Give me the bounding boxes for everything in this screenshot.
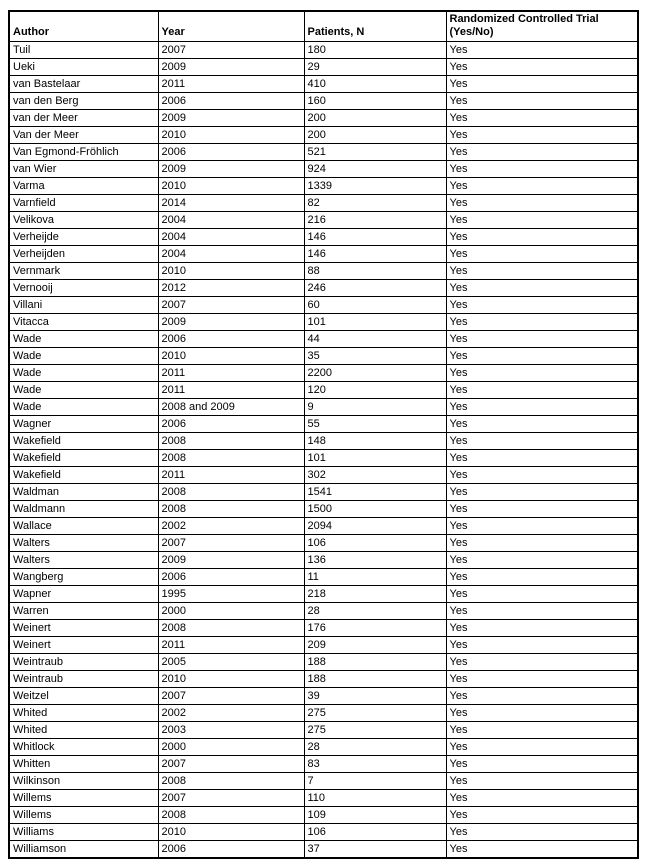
table-cell-year: 2000	[158, 739, 304, 756]
table-cell-rct: Yes	[446, 76, 638, 93]
table-row	[9, 110, 638, 127]
table-row	[9, 807, 638, 824]
table-cell-rct: Yes	[446, 603, 638, 620]
table-cell-rct: Yes	[446, 416, 638, 433]
table-cell-patients_n: 160	[304, 93, 446, 110]
table-row	[9, 620, 638, 637]
table-row	[9, 722, 638, 739]
table-row	[9, 297, 638, 314]
table-cell-patients_n: 246	[304, 280, 446, 297]
table-cell-year: 2014	[158, 195, 304, 212]
table-cell-year: 2010	[158, 671, 304, 688]
table-cell-patients_n: 1541	[304, 484, 446, 501]
table-cell-patients_n: 521	[304, 144, 446, 161]
table-cell-year: 2006	[158, 841, 304, 859]
table-cell-rct: Yes	[446, 93, 638, 110]
table-cell-patients_n: 9	[304, 399, 446, 416]
table-cell-year: 2006	[158, 416, 304, 433]
table-cell-year: 2010	[158, 824, 304, 841]
table-row	[9, 603, 638, 620]
table-body	[9, 42, 638, 859]
table-cell-year: 2007	[158, 756, 304, 773]
table-cell-author: Villani	[9, 297, 158, 314]
table-cell-rct: Yes	[446, 569, 638, 586]
table-cell-rct: Yes	[446, 671, 638, 688]
table-cell-patients_n: 136	[304, 552, 446, 569]
table-cell-year: 2009	[158, 59, 304, 76]
table-row	[9, 161, 638, 178]
table-cell-author: Ueki	[9, 59, 158, 76]
table-cell-rct: Yes	[446, 518, 638, 535]
table-cell-rct: Yes	[446, 484, 638, 501]
table-cell-author: van Wier	[9, 161, 158, 178]
table-cell-rct: Yes	[446, 382, 638, 399]
table-cell-year: 2012	[158, 280, 304, 297]
table-cell-patients_n: 109	[304, 807, 446, 824]
table-cell-author: Wilkinson	[9, 773, 158, 790]
table-cell-rct: Yes	[446, 195, 638, 212]
table-row	[9, 433, 638, 450]
table-cell-rct: Yes	[446, 637, 638, 654]
table-cell-year: 2010	[158, 263, 304, 280]
table-cell-rct: Yes	[446, 144, 638, 161]
table-cell-patients_n: 60	[304, 297, 446, 314]
table-cell-rct: Yes	[446, 739, 638, 756]
table-cell-year: 2008	[158, 501, 304, 518]
table-cell-author: Van der Meer	[9, 127, 158, 144]
table-cell-patients_n: 106	[304, 824, 446, 841]
table-cell-year: 2008	[158, 433, 304, 450]
table-cell-author: Willems	[9, 790, 158, 807]
table-cell-author: van Bastelaar	[9, 76, 158, 93]
table-cell-year: 2003	[158, 722, 304, 739]
table-cell-author: Wakefield	[9, 450, 158, 467]
table-cell-rct: Yes	[446, 229, 638, 246]
table-cell-author: Varnfield	[9, 195, 158, 212]
table-cell-year: 2002	[158, 518, 304, 535]
table-cell-author: Whitten	[9, 756, 158, 773]
table-cell-patients_n: 146	[304, 246, 446, 263]
table-row	[9, 824, 638, 841]
table-cell-author: Velikova	[9, 212, 158, 229]
table-cell-year: 2008	[158, 807, 304, 824]
table-row	[9, 246, 638, 263]
table-row	[9, 654, 638, 671]
table-cell-rct: Yes	[446, 42, 638, 59]
table-row	[9, 365, 638, 382]
table-cell-year: 2010	[158, 178, 304, 195]
table-cell-author: Wakefield	[9, 467, 158, 484]
table-cell-year: 2008	[158, 484, 304, 501]
table-cell-patients_n: 209	[304, 637, 446, 654]
table-cell-rct: Yes	[446, 773, 638, 790]
column-header-author: Author	[9, 11, 158, 42]
table-cell-rct: Yes	[446, 841, 638, 859]
table-cell-year: 2011	[158, 382, 304, 399]
table-cell-rct: Yes	[446, 688, 638, 705]
table-cell-patients_n: 35	[304, 348, 446, 365]
table-cell-rct: Yes	[446, 501, 638, 518]
table-cell-patients_n: 37	[304, 841, 446, 859]
table-cell-year: 2007	[158, 790, 304, 807]
table-cell-author: Wagner	[9, 416, 158, 433]
table-cell-author: Wade	[9, 382, 158, 399]
table-cell-author: Whitlock	[9, 739, 158, 756]
table-row	[9, 586, 638, 603]
table-cell-rct: Yes	[446, 110, 638, 127]
table-row	[9, 671, 638, 688]
table-cell-patients_n: 275	[304, 705, 446, 722]
table-cell-year: 2006	[158, 144, 304, 161]
table-cell-patients_n: 218	[304, 586, 446, 603]
table-cell-patients_n: 1339	[304, 178, 446, 195]
table-row	[9, 212, 638, 229]
table-cell-author: Vernooij	[9, 280, 158, 297]
table-row	[9, 331, 638, 348]
table-cell-patients_n: 120	[304, 382, 446, 399]
table-cell-patients_n: 28	[304, 603, 446, 620]
table-row	[9, 518, 638, 535]
table-cell-author: Warren	[9, 603, 158, 620]
table-row	[9, 416, 638, 433]
table-cell-patients_n: 188	[304, 654, 446, 671]
table-cell-patients_n: 83	[304, 756, 446, 773]
table-cell-author: Verheijde	[9, 229, 158, 246]
table-row	[9, 93, 638, 110]
table-cell-patients_n: 200	[304, 127, 446, 144]
table-cell-rct: Yes	[446, 620, 638, 637]
table-cell-year: 2004	[158, 212, 304, 229]
table-cell-year: 2006	[158, 93, 304, 110]
table-cell-year: 2010	[158, 348, 304, 365]
table-cell-rct: Yes	[446, 246, 638, 263]
table-cell-year: 2006	[158, 569, 304, 586]
table-cell-patients_n: 11	[304, 569, 446, 586]
table-cell-year: 2004	[158, 246, 304, 263]
table-cell-author: Weintraub	[9, 671, 158, 688]
table-cell-rct: Yes	[446, 280, 638, 297]
column-header-year: Year	[158, 11, 304, 42]
table-row	[9, 314, 638, 331]
table-row	[9, 144, 638, 161]
table-cell-author: Wade	[9, 399, 158, 416]
table-row	[9, 382, 638, 399]
table-cell-year: 2004	[158, 229, 304, 246]
table-row	[9, 552, 638, 569]
table-cell-patients_n: 1500	[304, 501, 446, 518]
table-row	[9, 59, 638, 76]
table-cell-rct: Yes	[446, 348, 638, 365]
table-cell-rct: Yes	[446, 756, 638, 773]
table-cell-rct: Yes	[446, 331, 638, 348]
table-cell-rct: Yes	[446, 467, 638, 484]
table-cell-author: Wapner	[9, 586, 158, 603]
table-row	[9, 450, 638, 467]
table-cell-patients_n: 110	[304, 790, 446, 807]
table-cell-patients_n: 410	[304, 76, 446, 93]
table-cell-author: Whited	[9, 722, 158, 739]
table-cell-author: van der Meer	[9, 110, 158, 127]
table-row	[9, 705, 638, 722]
table-cell-year: 2008	[158, 773, 304, 790]
table-cell-patients_n: 55	[304, 416, 446, 433]
table-cell-rct: Yes	[446, 450, 638, 467]
table-row	[9, 569, 638, 586]
table-cell-year: 2011	[158, 365, 304, 382]
column-header-rct: Randomized Controlled Trial (Yes/No)	[446, 11, 638, 42]
table-cell-rct: Yes	[446, 297, 638, 314]
table-cell-rct: Yes	[446, 535, 638, 552]
table-cell-patients_n: 176	[304, 620, 446, 637]
table-cell-patients_n: 148	[304, 433, 446, 450]
table-row	[9, 280, 638, 297]
table-row	[9, 773, 638, 790]
table-cell-rct: Yes	[446, 807, 638, 824]
table-cell-rct: Yes	[446, 722, 638, 739]
table-cell-rct: Yes	[446, 552, 638, 569]
table-cell-author: Whited	[9, 705, 158, 722]
table-cell-year: 2009	[158, 552, 304, 569]
table-cell-rct: Yes	[446, 705, 638, 722]
table-row	[9, 756, 638, 773]
table-cell-rct: Yes	[446, 790, 638, 807]
table-cell-author: Waldman	[9, 484, 158, 501]
table-cell-author: Weinert	[9, 637, 158, 654]
table-cell-rct: Yes	[446, 654, 638, 671]
table-row	[9, 127, 638, 144]
rct-studies-table	[8, 10, 639, 859]
table-cell-year: 1995	[158, 586, 304, 603]
table-cell-rct: Yes	[446, 399, 638, 416]
table-cell-patients_n: 39	[304, 688, 446, 705]
table-row	[9, 841, 638, 859]
table-cell-year: 2011	[158, 467, 304, 484]
table-cell-author: Wallace	[9, 518, 158, 535]
table-row	[9, 178, 638, 195]
table-cell-patients_n: 2094	[304, 518, 446, 535]
table-cell-patients_n: 200	[304, 110, 446, 127]
table-cell-rct: Yes	[446, 314, 638, 331]
table-cell-patients_n: 7	[304, 773, 446, 790]
table-cell-author: Verheijden	[9, 246, 158, 263]
table-cell-author: Weintraub	[9, 654, 158, 671]
table-cell-rct: Yes	[446, 212, 638, 229]
table-row	[9, 484, 638, 501]
table-cell-year: 2007	[158, 297, 304, 314]
column-header-patients-n: Patients, N	[304, 11, 446, 42]
table-row	[9, 399, 638, 416]
table-cell-year: 2002	[158, 705, 304, 722]
table-cell-author: Williamson	[9, 841, 158, 859]
table-cell-year: 2009	[158, 110, 304, 127]
table-cell-rct: Yes	[446, 586, 638, 603]
table-cell-patients_n: 275	[304, 722, 446, 739]
table-cell-author: Williams	[9, 824, 158, 841]
table-row	[9, 42, 638, 59]
table-row	[9, 790, 638, 807]
table-cell-author: Walters	[9, 535, 158, 552]
table-cell-author: Weitzel	[9, 688, 158, 705]
table-cell-author: Vitacca	[9, 314, 158, 331]
table-cell-rct: Yes	[446, 263, 638, 280]
table-cell-rct: Yes	[446, 433, 638, 450]
table-cell-author: Willems	[9, 807, 158, 824]
table-cell-year: 2008	[158, 620, 304, 637]
table-row	[9, 348, 638, 365]
table-row	[9, 263, 638, 280]
table-cell-author: Wade	[9, 365, 158, 382]
table-cell-author: Van Egmond-Fröhlich	[9, 144, 158, 161]
table-row	[9, 76, 638, 93]
table-cell-year: 2010	[158, 127, 304, 144]
table-cell-year: 2007	[158, 535, 304, 552]
table-cell-year: 2009	[158, 161, 304, 178]
table-cell-patients_n: 180	[304, 42, 446, 59]
table-cell-author: Wade	[9, 331, 158, 348]
table-cell-author: Walters	[9, 552, 158, 569]
table-row	[9, 535, 638, 552]
header-row	[9, 11, 638, 42]
table-cell-author: Vernmark	[9, 263, 158, 280]
table-cell-year: 2008 and 2009	[158, 399, 304, 416]
table-cell-patients_n: 29	[304, 59, 446, 76]
table-cell-year: 2007	[158, 688, 304, 705]
table-cell-rct: Yes	[446, 127, 638, 144]
table-cell-author: Wakefield	[9, 433, 158, 450]
table-row	[9, 501, 638, 518]
table-cell-year: 2011	[158, 76, 304, 93]
table-row	[9, 195, 638, 212]
table-cell-patients_n: 101	[304, 450, 446, 467]
table-cell-author: Wangberg	[9, 569, 158, 586]
table-cell-patients_n: 2200	[304, 365, 446, 382]
table-row	[9, 229, 638, 246]
table-cell-patients_n: 82	[304, 195, 446, 212]
table-row	[9, 739, 638, 756]
table-cell-year: 2008	[158, 450, 304, 467]
table-row	[9, 467, 638, 484]
table-cell-year: 2011	[158, 637, 304, 654]
table-cell-patients_n: 146	[304, 229, 446, 246]
table-row	[9, 637, 638, 654]
table-row	[9, 688, 638, 705]
table-cell-year: 2005	[158, 654, 304, 671]
table-cell-author: Wade	[9, 348, 158, 365]
table-cell-author: Weinert	[9, 620, 158, 637]
table-cell-patients_n: 101	[304, 314, 446, 331]
table-cell-author: van den Berg	[9, 93, 158, 110]
table-cell-year: 2009	[158, 314, 304, 331]
table-cell-rct: Yes	[446, 161, 638, 178]
table-cell-rct: Yes	[446, 365, 638, 382]
table-cell-year: 2006	[158, 331, 304, 348]
table-cell-year: 2000	[158, 603, 304, 620]
table-cell-author: Varma	[9, 178, 158, 195]
table-cell-patients_n: 88	[304, 263, 446, 280]
table-cell-patients_n: 44	[304, 331, 446, 348]
table-cell-rct: Yes	[446, 824, 638, 841]
table-cell-rct: Yes	[446, 178, 638, 195]
table-cell-patients_n: 924	[304, 161, 446, 178]
table-cell-rct: Yes	[446, 59, 638, 76]
table-cell-patients_n: 188	[304, 671, 446, 688]
table-cell-patients_n: 106	[304, 535, 446, 552]
table-cell-patients_n: 216	[304, 212, 446, 229]
table-cell-patients_n: 302	[304, 467, 446, 484]
table-cell-patients_n: 28	[304, 739, 446, 756]
table-cell-author: Tuil	[9, 42, 158, 59]
table-cell-author: Waldmann	[9, 501, 158, 518]
table-cell-year: 2007	[158, 42, 304, 59]
